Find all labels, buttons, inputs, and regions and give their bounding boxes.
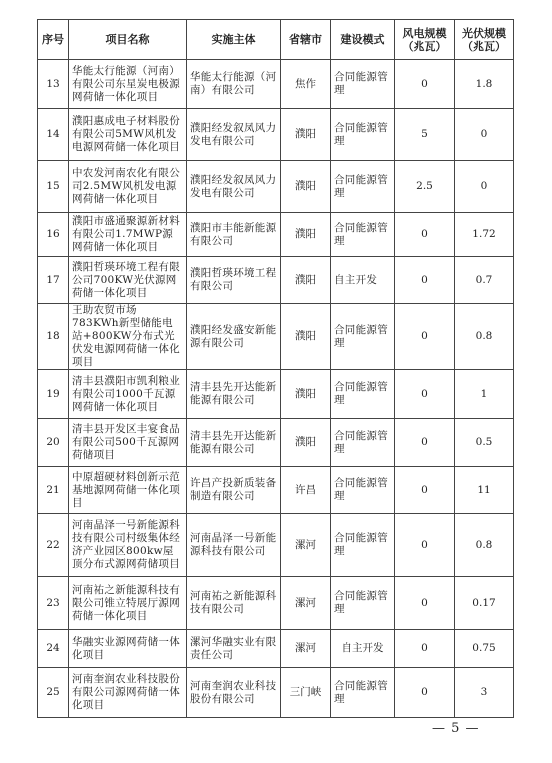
cell-pv: 0.17 bbox=[455, 577, 514, 630]
page-number: — 5 — bbox=[432, 721, 480, 736]
table-header-row bbox=[38, 20, 514, 60]
cell-city: 濮阳 bbox=[281, 109, 331, 161]
cell-no: 21 bbox=[38, 467, 69, 514]
cell-mode: 自主开发 bbox=[331, 630, 395, 668]
cell-no: 24 bbox=[38, 630, 69, 668]
cell-project: 中原超硬材料创新示范基地源网荷储一体化项目 bbox=[69, 467, 187, 514]
cell-pv: 0.8 bbox=[455, 304, 514, 370]
cell-project: 河南晶泽一号新能源科技有限公司村级集体经济产业园区800kw屋顶分布式源网荷储项目 bbox=[69, 514, 187, 577]
cell-entity: 漯河华融实业有限责任公司 bbox=[187, 630, 281, 668]
cell-pv: 3 bbox=[455, 668, 514, 718]
cell-no: 15 bbox=[38, 161, 69, 213]
cell-project: 华能太行能源（河南）有限公司东星炭电极源网荷储一体化项目 bbox=[69, 60, 187, 109]
cell-pv: 1.8 bbox=[455, 60, 514, 109]
header-entity: 实施主体 bbox=[187, 20, 281, 60]
cell-wind: 0 bbox=[395, 257, 455, 304]
cell-project: 濮阳哲瑛环境工程有限公司700KW光伏源网荷储一体化项目 bbox=[69, 257, 187, 304]
header-project: 项目名称 bbox=[69, 20, 187, 60]
header-pv: 光伏规模（兆瓦） bbox=[455, 20, 514, 60]
cell-no: 13 bbox=[38, 60, 69, 109]
cell-mode: 自主开发 bbox=[331, 257, 395, 304]
cell-entity: 濮阳经发叙凤风力发电有限公司 bbox=[187, 161, 281, 213]
cell-wind: 0 bbox=[395, 668, 455, 718]
cell-pv: 0.5 bbox=[455, 419, 514, 467]
cell-no: 17 bbox=[38, 257, 69, 304]
cell-no: 25 bbox=[38, 668, 69, 718]
cell-project: 濮阳惠成电子材料股份有限公司5MW风机发电源网荷储一体化项目 bbox=[69, 109, 187, 161]
cell-mode: 合同能源管理 bbox=[331, 668, 395, 718]
table-row bbox=[38, 304, 514, 370]
cell-city: 濮阳 bbox=[281, 161, 331, 213]
cell-city: 焦作 bbox=[281, 60, 331, 109]
cell-wind: 0 bbox=[395, 60, 455, 109]
cell-wind: 0 bbox=[395, 370, 455, 419]
cell-pv: 1 bbox=[455, 370, 514, 419]
cell-wind: 5 bbox=[395, 109, 455, 161]
cell-city: 漯河 bbox=[281, 630, 331, 668]
table-row bbox=[38, 668, 514, 718]
header-mode: 建设模式 bbox=[331, 20, 395, 60]
cell-pv: 0.8 bbox=[455, 514, 514, 577]
table-row bbox=[38, 370, 514, 419]
cell-wind: 0 bbox=[395, 304, 455, 370]
cell-no: 16 bbox=[38, 213, 69, 257]
cell-city: 濮阳 bbox=[281, 257, 331, 304]
table-row bbox=[38, 630, 514, 668]
cell-project: 河南奎润农业科技股份有限公司源网荷储一体化项目 bbox=[69, 668, 187, 718]
table-row bbox=[38, 419, 514, 467]
cell-pv: 1.72 bbox=[455, 213, 514, 257]
cell-pv: 11 bbox=[455, 467, 514, 514]
cell-wind: 0 bbox=[395, 630, 455, 668]
project-table bbox=[37, 19, 514, 718]
cell-pv: 0 bbox=[455, 161, 514, 213]
cell-city: 三门峡 bbox=[281, 668, 331, 718]
cell-entity: 许昌产投新质装备制造有限公司 bbox=[187, 467, 281, 514]
cell-city: 漯河 bbox=[281, 577, 331, 630]
cell-entity: 河南晶泽一号新能源科技有限公司 bbox=[187, 514, 281, 577]
cell-project: 中农发河南农化有限公司2.5MW风机发电源网荷储一体化项目 bbox=[69, 161, 187, 213]
cell-entity: 河南奎润农业科技股份有限公司 bbox=[187, 668, 281, 718]
cell-pv: 0.7 bbox=[455, 257, 514, 304]
table-row bbox=[38, 213, 514, 257]
cell-mode: 合同能源管理 bbox=[331, 467, 395, 514]
cell-wind: 2.5 bbox=[395, 161, 455, 213]
cell-mode: 合同能源管理 bbox=[331, 60, 395, 109]
cell-wind: 0 bbox=[395, 577, 455, 630]
cell-no: 19 bbox=[38, 370, 69, 419]
cell-mode: 合同能源管理 bbox=[331, 304, 395, 370]
cell-city: 濮阳 bbox=[281, 304, 331, 370]
cell-entity: 华能太行能源（河南）有限公司 bbox=[187, 60, 281, 109]
header-wind: 风电规模（兆瓦） bbox=[395, 20, 455, 60]
table-row bbox=[38, 161, 514, 213]
cell-entity: 河南祐之新能源科技有限公司 bbox=[187, 577, 281, 630]
cell-no: 22 bbox=[38, 514, 69, 577]
cell-project: 濮阳市盛通聚源新材料有限公司1.7MWP源网荷储一体化项目 bbox=[69, 213, 187, 257]
cell-project: 河南祐之新能源科技有限公司锥立特展厅源网荷储一体化项目 bbox=[69, 577, 187, 630]
cell-wind: 0 bbox=[395, 467, 455, 514]
cell-city: 濮阳 bbox=[281, 213, 331, 257]
table-row bbox=[38, 467, 514, 514]
header-city: 省辖市 bbox=[281, 20, 331, 60]
cell-entity: 清丰县先开达能新能源有限公司 bbox=[187, 370, 281, 419]
cell-no: 20 bbox=[38, 419, 69, 467]
cell-wind: 0 bbox=[395, 213, 455, 257]
cell-entity: 濮阳经发叙凤风力发电有限公司 bbox=[187, 109, 281, 161]
cell-pv: 0 bbox=[455, 109, 514, 161]
cell-no: 18 bbox=[38, 304, 69, 370]
cell-entity: 濮阳哲瑛环境工程有限公司 bbox=[187, 257, 281, 304]
cell-mode: 合同能源管理 bbox=[331, 514, 395, 577]
cell-wind: 0 bbox=[395, 514, 455, 577]
cell-mode: 合同能源管理 bbox=[331, 213, 395, 257]
cell-project: 王助农贸市场783KWh新型储能电站+800KW分布式光伏发电源网荷储一体化项目 bbox=[69, 304, 187, 370]
cell-city: 濮阳 bbox=[281, 370, 331, 419]
cell-project: 清丰县开发区丰宴食品有限公司500千瓦源网荷储项目 bbox=[69, 419, 187, 467]
table-row bbox=[38, 577, 514, 630]
document-page bbox=[37, 19, 514, 718]
cell-mode: 合同能源管理 bbox=[331, 161, 395, 213]
cell-mode: 合同能源管理 bbox=[331, 370, 395, 419]
cell-city: 漯河 bbox=[281, 514, 331, 577]
table-row bbox=[38, 514, 514, 577]
cell-mode: 合同能源管理 bbox=[331, 577, 395, 630]
cell-mode: 合同能源管理 bbox=[331, 419, 395, 467]
cell-pv: 0.75 bbox=[455, 630, 514, 668]
table-row bbox=[38, 109, 514, 161]
cell-city: 濮阳 bbox=[281, 419, 331, 467]
cell-entity: 濮阳市丰能新能源有限公司 bbox=[187, 213, 281, 257]
cell-no: 14 bbox=[38, 109, 69, 161]
cell-city: 许昌 bbox=[281, 467, 331, 514]
cell-project: 华融实业源网荷储一体化项目 bbox=[69, 630, 187, 668]
header-no: 序号 bbox=[38, 20, 69, 60]
cell-no: 23 bbox=[38, 577, 69, 630]
cell-project: 清丰县濮阳市凯利粮业有限公司1000千瓦源网荷储一体化项目 bbox=[69, 370, 187, 419]
cell-entity: 清丰县先开达能新能源有限公司 bbox=[187, 419, 281, 467]
table-row bbox=[38, 257, 514, 304]
cell-mode: 合同能源管理 bbox=[331, 109, 395, 161]
table-row bbox=[38, 60, 514, 109]
cell-wind: 0 bbox=[395, 419, 455, 467]
cell-entity: 濮阳经发盛安新能源有限公司 bbox=[187, 304, 281, 370]
